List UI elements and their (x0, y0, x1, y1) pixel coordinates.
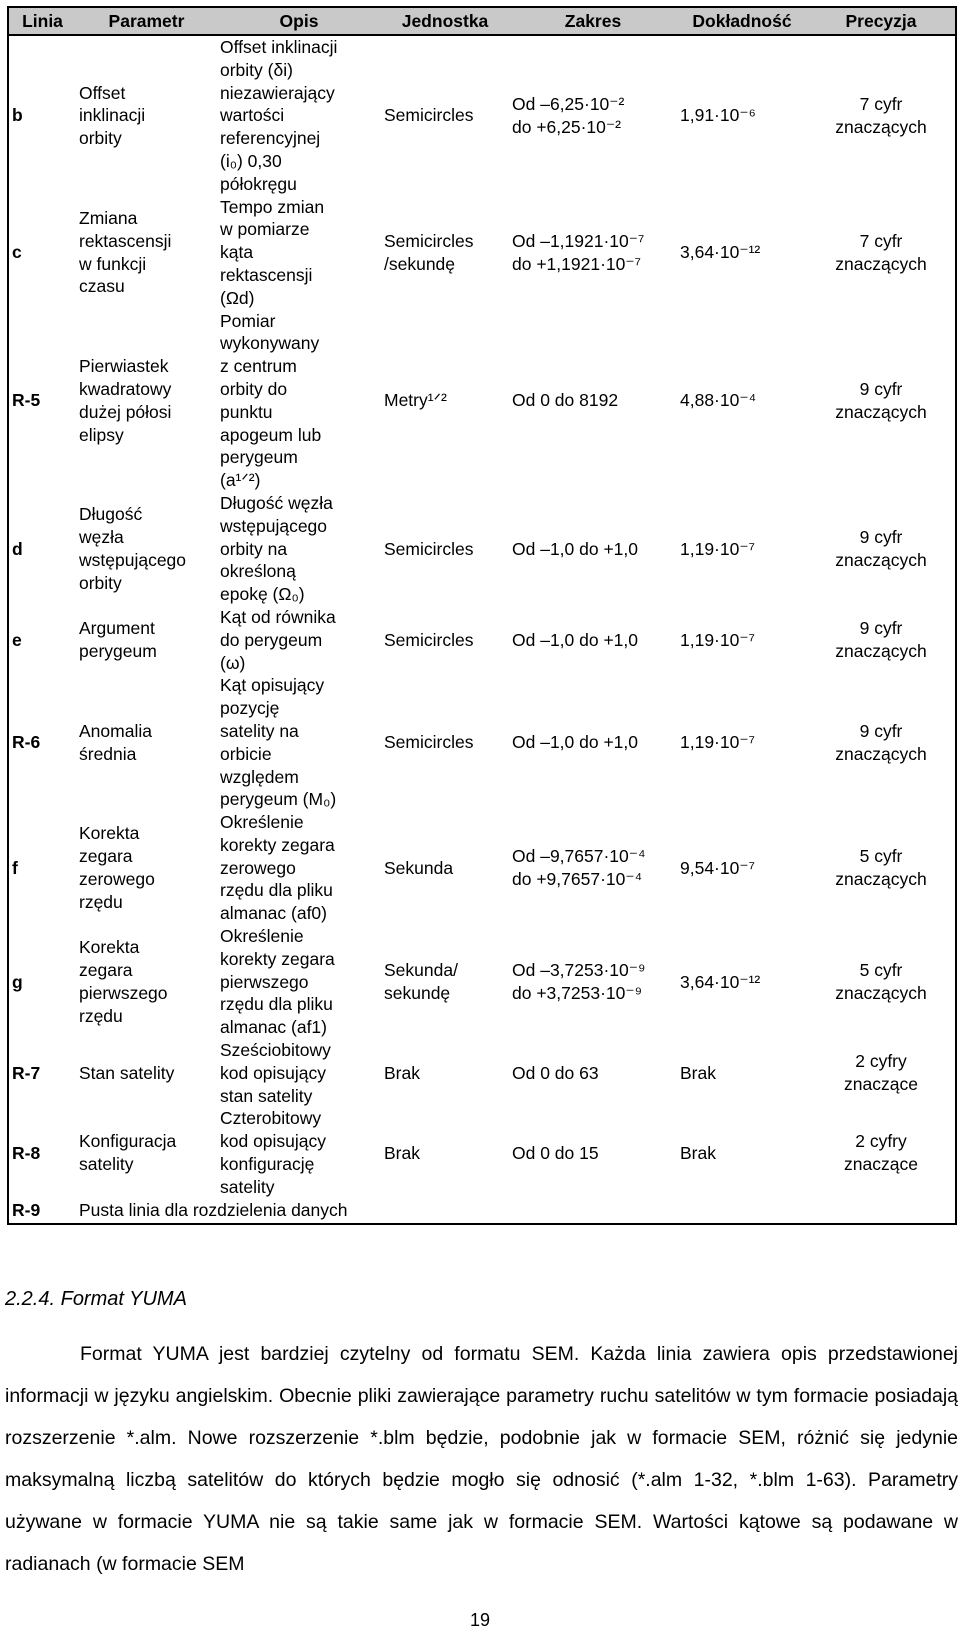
range-line: Od –1,0 do +1,0 (512, 732, 639, 753)
cell-prec (807, 925, 956, 1039)
param-line: wstępującego (79, 549, 187, 570)
desc-line: Pomiar (220, 310, 276, 331)
cell-range (509, 811, 677, 925)
range-line: Od 0 do 8192 (512, 390, 619, 411)
cell-param (76, 196, 217, 310)
unit-line: Brak (384, 1062, 420, 1083)
cell-desc (217, 606, 381, 674)
prec-line: znaczące (844, 1154, 918, 1175)
desc-line: pierwszego (220, 971, 309, 992)
header-line: Linia (8, 7, 76, 35)
cell-desc (217, 811, 381, 925)
cell-desc (217, 196, 381, 310)
desc-line: kod opisujący (220, 1131, 327, 1152)
cell-unit (381, 35, 509, 196)
prec-line: 5 cyfr (859, 960, 903, 981)
desc-line: rzędu dla pliku (220, 994, 333, 1015)
desc-line: referencyjnej (220, 128, 321, 149)
unit-line: Semicircles (384, 732, 474, 753)
cell-line: R-6 (12, 732, 41, 753)
prec-line: znaczących (835, 641, 927, 662)
prec-line: 2 cyfry (855, 1131, 907, 1152)
desc-line: Kąt od równika (220, 606, 336, 627)
unit-line: Brak (384, 1142, 420, 1163)
cell-separator-text: Pusta linia dla rozdzielenia danych (79, 1199, 348, 1220)
cell-unit (381, 674, 509, 811)
desc-line: stan satelity (220, 1085, 313, 1106)
prec-line: znaczących (835, 983, 927, 1004)
desc-line: satelity na (220, 720, 299, 741)
unit-line: Sekunda (384, 857, 454, 878)
cell-unit (381, 606, 509, 674)
desc-line: satelity (220, 1176, 275, 1197)
desc-line: korekty zegara (220, 948, 335, 969)
prec-line: znaczących (835, 549, 927, 570)
desc-line: półokręgu (220, 173, 297, 194)
desc-line: epokę (Ω₀) (220, 584, 305, 605)
range-line: do +1,1921·10⁻⁷ (512, 253, 641, 274)
desc-line: orbicie (220, 743, 272, 764)
header-accuracy: Dokładność (677, 7, 807, 35)
desc-line: orbity na (220, 538, 288, 559)
cell-range (509, 925, 677, 1039)
desc-line: kąta (220, 242, 254, 263)
cell-desc (217, 1039, 381, 1107)
cell-desc (217, 35, 381, 196)
header-precision: Precyzja (807, 7, 956, 35)
cell-range (509, 674, 677, 811)
cell-prec (807, 811, 956, 925)
prec-line: znaczących (835, 743, 927, 764)
cell-line: R-9 (12, 1199, 41, 1220)
param-line: Stan satelity (79, 1062, 175, 1083)
cell-param (76, 606, 217, 674)
cell-prec (807, 674, 956, 811)
table-row (8, 196, 956, 310)
param-line: Korekta (79, 937, 140, 958)
param-line: zegara (79, 960, 133, 981)
desc-line: punktu (220, 401, 273, 422)
cell-desc (217, 310, 381, 492)
prec-line: 9 cyfr (859, 720, 903, 741)
param-line: Długość (79, 504, 143, 525)
cell-acc: Brak (680, 1062, 716, 1083)
prec-line: znaczące (844, 1074, 918, 1095)
cell-range (509, 1039, 677, 1107)
param-line: Argument (79, 618, 155, 639)
desc-line: (i₀) 0,30 (220, 150, 282, 171)
range-line: Od 0 do 63 (512, 1062, 599, 1083)
cell-desc (217, 1107, 381, 1198)
desc-line: orbity (δi) (220, 59, 293, 80)
desc-line: perygeum (220, 447, 298, 468)
desc-line: (Ωd) (220, 287, 255, 308)
range-line: Od –6,25·10⁻² (512, 93, 625, 114)
desc-line: Długość węzła (220, 492, 333, 513)
header-unit: Jednostka (381, 7, 509, 35)
param-line: w funkcji (79, 253, 147, 274)
param-line: zegara (79, 846, 133, 867)
desc-line: almanac (af0) (220, 903, 327, 924)
param-line: węzła (79, 527, 124, 548)
desc-line: (ω) (220, 652, 246, 673)
range-line: Od –9,7657·10⁻⁴ (512, 846, 646, 867)
cell-param (76, 811, 217, 925)
cell-line: b (12, 105, 23, 126)
prec-line: 7 cyfr (859, 230, 903, 251)
section-title: 2.2.4. Format YUMA (5, 1288, 187, 1310)
unit-line: Sekunda/ (384, 960, 458, 981)
cell-unit (381, 196, 509, 310)
cell-param (76, 492, 217, 606)
param-line: Konfiguracja (79, 1131, 177, 1152)
cell-prec (807, 1107, 956, 1198)
cell-param (76, 35, 217, 196)
desc-line: Określenie (220, 812, 304, 833)
param-line: Anomalia (79, 720, 152, 741)
cell-param (76, 1107, 217, 1198)
param-line: rzędu (79, 1005, 123, 1026)
cell-prec (807, 35, 956, 196)
cell-range (509, 606, 677, 674)
cell-desc (217, 674, 381, 811)
cell-prec (807, 1039, 956, 1107)
cell-line: g (12, 971, 23, 992)
cell-acc: 1,19·10⁻⁷ (680, 629, 755, 650)
cell-acc: 3,64·10⁻¹² (680, 971, 761, 992)
param-line: średnia (79, 743, 137, 764)
table-row (8, 606, 956, 674)
desc-line: względem (220, 766, 299, 787)
cell-line: d (12, 538, 23, 559)
param-line: inklinacji (79, 105, 146, 126)
body-paragraph: Format YUMA jest bardziej czytelny od formatu SEM. Każda linia zawiera opis przedstawionej informacji w języku angielskim. Obecnie pliki zawierające parametry ruchu satelitów w tym formacie posiadają rozszerzenie *.alm. Nowe rozszerzenie *.blm będzie, podobnie jak w formacie SEM, różnić się jedynie maksymalną liczbą satelitów do których będzie mogło się odnosić (*.alm 1-32, *.blm 1-63). Parametry używane w formacie YUMA nie są takie same jak w formacie SEM. Wartości kątowe są podawane w radianach (w formacie SEM (5, 1343, 958, 1575)
cell-acc: 9,54·10⁻⁷ (680, 857, 755, 878)
cell-unit (381, 492, 509, 606)
header-description: Opis (217, 7, 381, 35)
desc-line: Czterobitowy (220, 1108, 322, 1129)
desc-line: rektascensji (220, 264, 313, 285)
cell-range (509, 196, 677, 310)
param-line: orbity (79, 128, 122, 149)
table-body (8, 35, 956, 1224)
param-line: pierwszego (79, 983, 168, 1004)
range-line: do +9,7657·10⁻⁴ (512, 869, 643, 890)
unit-line: Semicircles (384, 105, 474, 126)
header-parameter: Parametr (76, 7, 217, 35)
prec-line: 7 cyfr (859, 93, 903, 114)
param-line: dużej półosi (79, 401, 172, 422)
param-line: kwadratowy (79, 378, 172, 399)
cell-unit (381, 811, 509, 925)
cell-range (509, 310, 677, 492)
cell-prec (807, 196, 956, 310)
table-row (8, 925, 956, 1039)
unit-line: sekundę (384, 983, 451, 1004)
desc-line: wartości (220, 105, 285, 126)
desc-line: określoną (220, 561, 296, 582)
param-line: Korekta (79, 823, 140, 844)
param-line: elipsy (79, 424, 124, 445)
table-row (8, 310, 956, 492)
cell-acc: Brak (680, 1142, 716, 1163)
cell-param (76, 1039, 217, 1107)
cell-range (509, 1107, 677, 1198)
cell-line: R-5 (12, 390, 41, 411)
cell-range (509, 492, 677, 606)
unit-line: Metry¹ᐟ² (384, 390, 447, 411)
desc-line: orbity do (220, 378, 288, 399)
cell-acc: 1,19·10⁻⁷ (680, 732, 755, 753)
param-line: satelity (79, 1154, 134, 1175)
table-row (8, 1107, 956, 1198)
param-line: zerowego (79, 869, 155, 890)
cell-desc (217, 925, 381, 1039)
cell-unit (381, 310, 509, 492)
cell-param (76, 674, 217, 811)
cell-desc (217, 492, 381, 606)
param-line: rektascensji (79, 230, 172, 251)
desc-line: Sześciobitowy (220, 1040, 331, 1061)
cell-line: R-8 (12, 1142, 41, 1163)
cell-param (76, 925, 217, 1039)
cell-line: c (12, 242, 22, 263)
table-row (8, 1039, 956, 1107)
range-line: Od –1,0 do +1,0 (512, 538, 639, 559)
range-line: Od –1,1921·10⁻⁷ (512, 230, 645, 251)
cell-unit (381, 1107, 509, 1198)
param-line: orbity (79, 572, 122, 593)
desc-line: do perygeum (220, 629, 323, 650)
desc-line: apogeum lub (220, 424, 322, 445)
unit-line: /sekundę (384, 253, 456, 274)
desc-line: Offset inklinacji (220, 37, 338, 57)
cell-line: R-7 (12, 1062, 41, 1083)
desc-line: w pomiarze (220, 219, 310, 240)
desc-line: Określenie (220, 926, 304, 947)
prec-line: znaczących (835, 116, 927, 137)
desc-line: pozycję (220, 698, 280, 719)
desc-line: perygeum (M₀) (220, 789, 337, 810)
prec-line: 9 cyfr (859, 527, 903, 548)
param-line: Pierwiastek (79, 356, 169, 377)
range-line: Od –1,0 do +1,0 (512, 629, 639, 650)
cell-prec (807, 310, 956, 492)
param-line: perygeum (79, 641, 157, 662)
desc-line: Tempo zmian (220, 196, 325, 217)
table-row-separator (8, 1199, 956, 1225)
cell-prec (807, 606, 956, 674)
page-number: 19 (469, 1610, 491, 1630)
prec-line: znaczących (835, 401, 927, 422)
desc-line: (a¹ᐟ²) (220, 470, 261, 491)
cell-unit (381, 925, 509, 1039)
cell-line: e (12, 629, 22, 650)
param-line: Zmiana (79, 207, 138, 228)
table-row (8, 35, 956, 196)
unit-line: Semicircles (384, 230, 474, 251)
desc-line: kod opisujący (220, 1062, 327, 1083)
desc-line: wykonywany (220, 333, 320, 354)
range-line: do +3,7253·10⁻⁹ (512, 983, 643, 1004)
cell-unit (381, 1039, 509, 1107)
param-line: rzędu (79, 891, 123, 912)
desc-line: Kąt opisujący (220, 675, 325, 696)
prec-line: 9 cyfr (859, 378, 903, 399)
cell-range (509, 35, 677, 196)
table-row (8, 492, 956, 606)
desc-line: z centrum (220, 356, 297, 377)
desc-line: korekty zegara (220, 834, 335, 855)
param-line: czasu (79, 276, 125, 297)
cell-line: f (12, 857, 18, 878)
range-line: Od –3,7253·10⁻⁹ (512, 960, 646, 981)
cell-acc: 1,19·10⁻⁷ (680, 538, 755, 559)
desc-line: zerowego (220, 857, 296, 878)
cell-acc: 3,64·10⁻¹² (680, 242, 761, 263)
desc-line: almanac (af1) (220, 1017, 327, 1038)
table-row (8, 811, 956, 925)
desc-line: wstępującego (220, 515, 328, 536)
desc-line: niezawierający (220, 82, 335, 103)
cell-param (76, 310, 217, 492)
cell-acc: 4,88·10⁻⁴ (680, 390, 757, 411)
desc-line: konfigurację (220, 1154, 315, 1175)
cell-prec (807, 492, 956, 606)
table-header-row (8, 7, 956, 35)
prec-line: 2 cyfry (855, 1051, 907, 1072)
prec-line: 5 cyfr (859, 846, 903, 867)
prec-line: znaczących (835, 869, 927, 890)
prec-line: 9 cyfr (859, 618, 903, 639)
param-line: Offset (79, 82, 126, 103)
range-line: Od 0 do 15 (512, 1142, 599, 1163)
header-range: Zakres (509, 7, 677, 35)
cell-acc: 1,91·10⁻⁶ (680, 105, 756, 126)
table-row (8, 674, 956, 811)
unit-line: Semicircles (384, 629, 474, 650)
unit-line: Semicircles (384, 538, 474, 559)
parameters-table (7, 6, 957, 1225)
desc-line: rzędu dla pliku (220, 880, 333, 901)
range-line: do +6,25·10⁻² (512, 116, 621, 137)
prec-line: znaczących (835, 253, 927, 274)
